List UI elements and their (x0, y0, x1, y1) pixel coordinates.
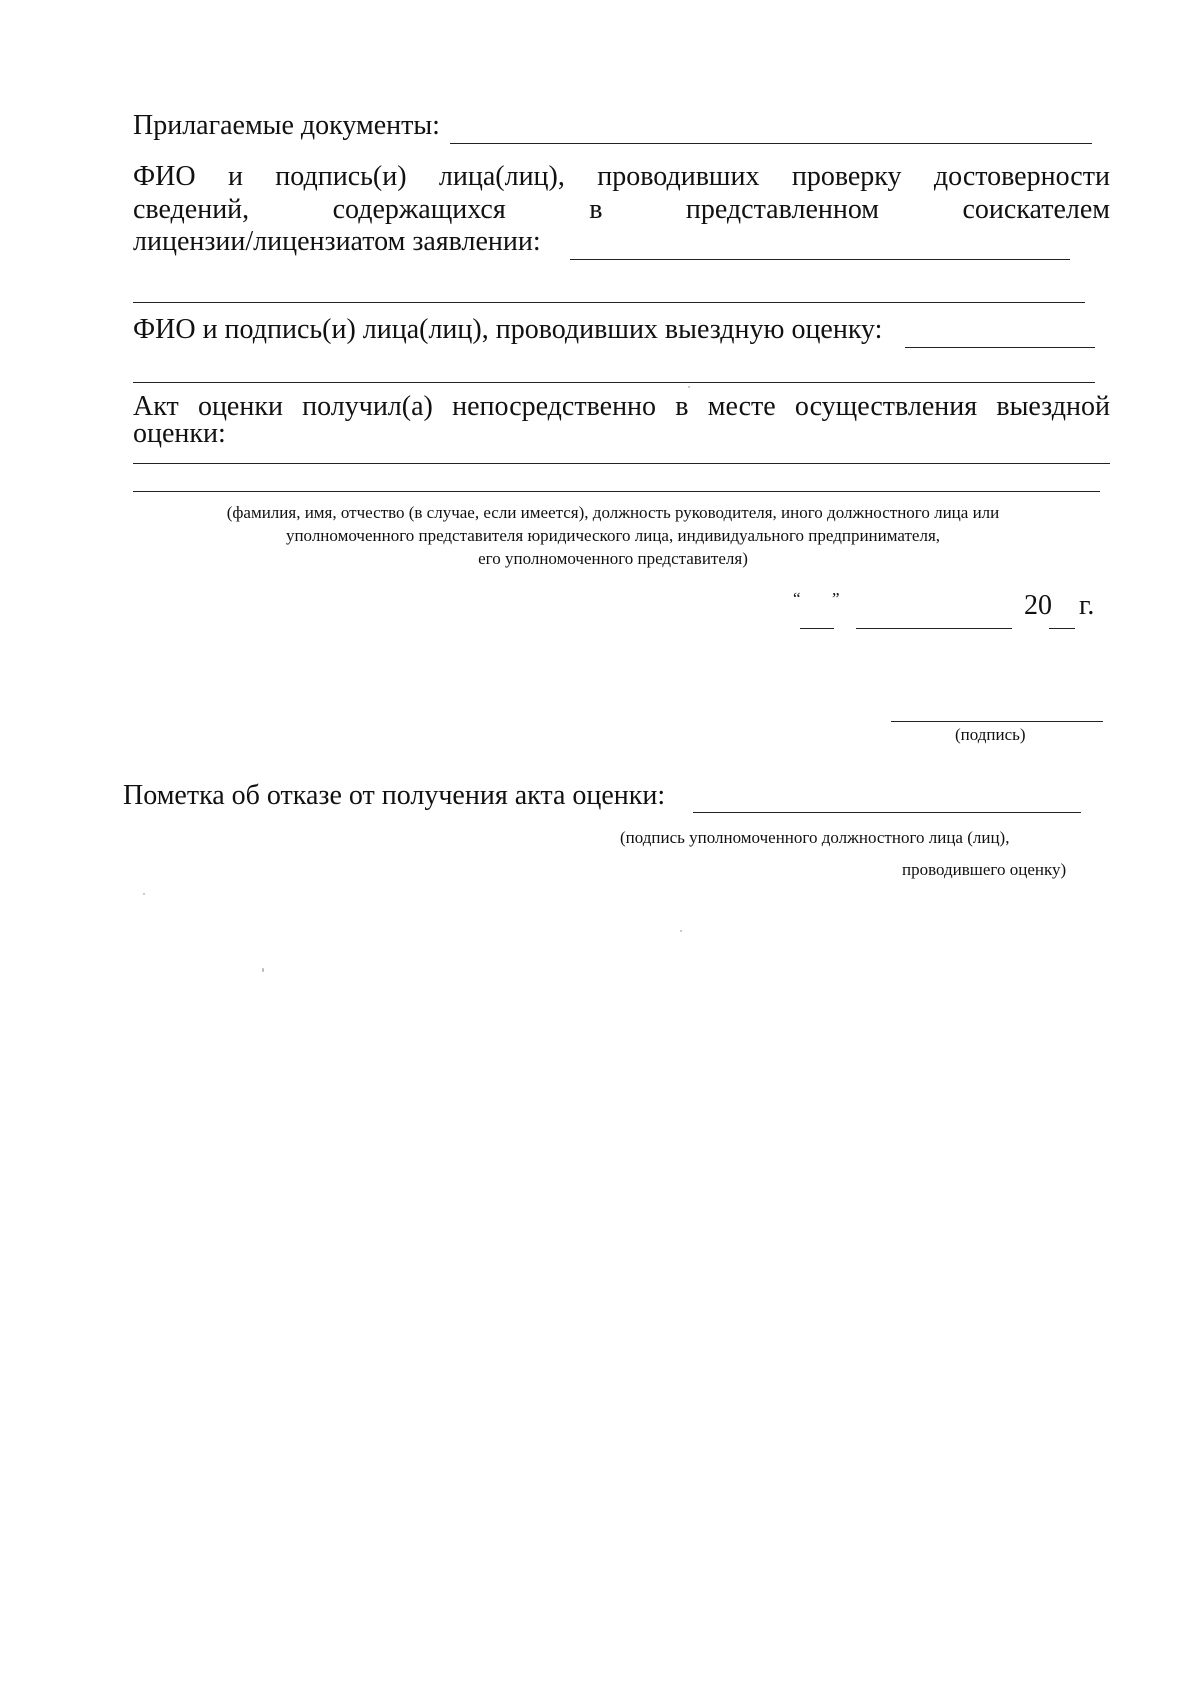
refusal-caption-line-2: проводившего оценку) (902, 860, 1067, 879)
scan-speck (680, 930, 682, 932)
act-received-fill-line (133, 463, 1110, 464)
date-year-line (1049, 628, 1075, 629)
site-assessors-fill-line (905, 347, 1095, 348)
act-received-word: непосредственно (452, 391, 657, 422)
verifiers-word: ФИО (133, 161, 196, 192)
date-year-prefix: 20 (1024, 590, 1052, 621)
act-received-word: выездной (996, 391, 1110, 422)
scan-speck (262, 968, 264, 972)
name-caption-line-3: его уполномоченного представителя) (478, 549, 748, 568)
name-caption-line-1: (фамилия, имя, отчество (в случае, если имеется), должность руководителя, иного должностного лица или (226, 503, 1000, 522)
verifiers-word: соискателем (962, 194, 1110, 225)
date-open-quote: “ (793, 589, 801, 608)
verifiers-word: сведений, (133, 194, 250, 225)
act-received-line-1 (133, 391, 1110, 423)
date-close-quote: ” (832, 589, 840, 608)
date-month-line (856, 628, 1012, 629)
verifiers-fill-line-2 (133, 302, 1085, 303)
verifiers-line-3: лицензии/лицензиатом заявлении: (133, 226, 541, 257)
refusal-caption-line-1: (подпись уполномоченного должностного лица (лиц), (620, 828, 1010, 847)
date-year-suffix: г. (1079, 590, 1095, 621)
refusal-fill-line (693, 812, 1081, 813)
act-received-line-2: оценки: (133, 418, 226, 449)
verifiers-word: достоверности (933, 161, 1110, 192)
site-assessors-fill-line-2 (133, 382, 1095, 383)
verifiers-word: подпись(и) (275, 161, 407, 192)
scan-speck (688, 386, 690, 388)
verifiers-word: проводивших (597, 161, 760, 192)
verifiers-word: представленном (685, 194, 880, 225)
act-received-word: в (675, 391, 689, 422)
act-received-word: месте (707, 391, 776, 422)
verifiers-word: и (227, 161, 243, 192)
verifiers-word: лица(лиц), (438, 161, 565, 192)
act-received-word: получил(а) (302, 391, 433, 422)
act-received-word: осуществления (794, 391, 978, 422)
act-received-word: оценки (197, 391, 283, 422)
attached-documents-fill-line (450, 143, 1092, 144)
date-day-line (800, 628, 834, 629)
verifiers-line-2 (133, 194, 1110, 226)
verifiers-word: содержащихся (332, 194, 506, 225)
verifiers-word: в (589, 194, 603, 225)
name-caption-line-2: уполномоченного представителя юридического лица, индивидуального предпринимателя, (285, 526, 941, 545)
site-assessors-label: ФИО и подпись(и) лица(лиц), проводивших выездную оценку: (133, 314, 883, 345)
verifiers-word: проверку (791, 161, 902, 192)
refusal-label: Пометка об отказе от получения акта оценки: (123, 780, 666, 811)
verifiers-fill-line (570, 259, 1070, 260)
signature-caption: (подпись) (955, 725, 1026, 744)
scan-speck (143, 893, 145, 895)
attached-documents-label: Прилагаемые документы: (133, 110, 440, 141)
act-received-fill-line-2 (133, 491, 1100, 492)
act-received-word: Акт (133, 391, 179, 422)
verifiers-line-1 (133, 161, 1110, 193)
signature-line (891, 721, 1103, 722)
